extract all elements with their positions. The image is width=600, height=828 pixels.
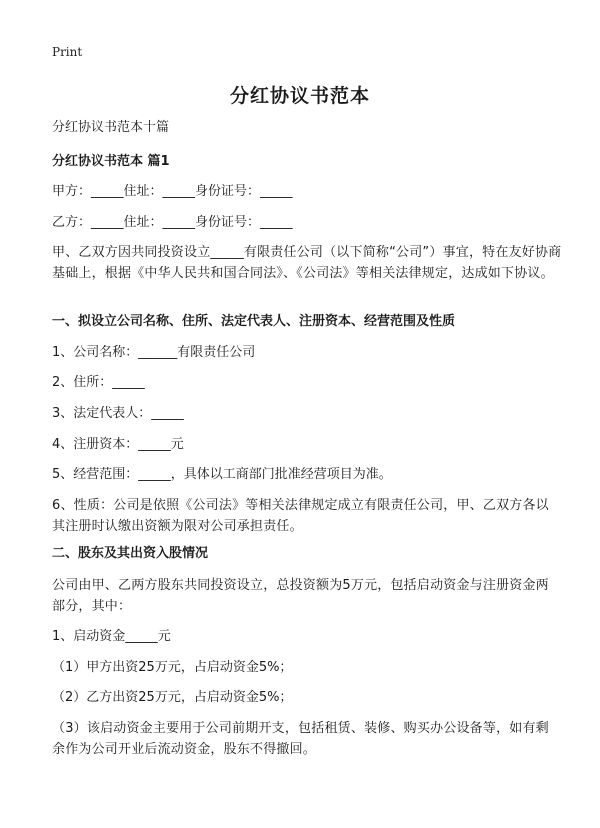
party-b-contribution: （2）乙方出资25万元，占启动资金5%； (52, 690, 293, 705)
intro-paragraph: 甲、乙双方因共同投资设立_____有限责任公司（以下简称“公司”）事宜，特在友好协商基础上，根据《中华人民共和国合同法》、《公司法》等相关法律规定，达成如下协议。 (52, 245, 562, 281)
startup-capital-line: 1、启动资金_____元 (52, 629, 171, 644)
print-link[interactable]: Print (52, 45, 83, 59)
party-b-line: 乙方：_____住址：_____身份证号：_____ (52, 215, 293, 230)
section-title: 分红协议书范本 篇1 (52, 154, 170, 169)
item-legal-rep: 3、法定代表人：_____ (52, 406, 184, 421)
heading-one: 一、拟设立公司名称、住所、法定代表人、注册资本、经营范围及性质 (52, 314, 456, 329)
heading-two: 二、股东及其出资入股情况 (52, 546, 209, 561)
item-company-name: 1、公司名称：______有限责任公司 (52, 345, 256, 360)
shareholder-paragraph: 公司由甲、乙两方股东共同投资设立，总投资额为5万元，包括启动资金与注册资金两部分，其中： (52, 578, 549, 614)
capital-usage-paragraph: （3）该启动资金主要用于公司前期开支，包括租赁、装修、购买办公设备等，如有剩余作为公司开业后流动资金，股东不得撤回。 (52, 721, 549, 757)
document-title: 分红协议书范本 (229, 85, 370, 107)
document-subtitle: 分红协议书范本十篇 (52, 120, 170, 135)
item-company-nature: 6、性质：公司是依照《公司法》等相关法律规定成立有限责任公司，甲、乙双方各以其注册时认缴出资额为限对公司承担责任。 (52, 498, 549, 534)
item-business-scope: 5、经营范围：_____，具体以工商部门批准经营项目为准。 (52, 467, 392, 482)
party-a-contribution: （1）甲方出资25万元，占启动资金5%； (52, 660, 293, 675)
item-registered-capital: 4、注册资本：_____元 (52, 437, 184, 452)
party-a-line: 甲方：_____住址：_____身份证号：_____ (52, 184, 293, 199)
item-address: 2、住所：_____ (52, 375, 145, 390)
